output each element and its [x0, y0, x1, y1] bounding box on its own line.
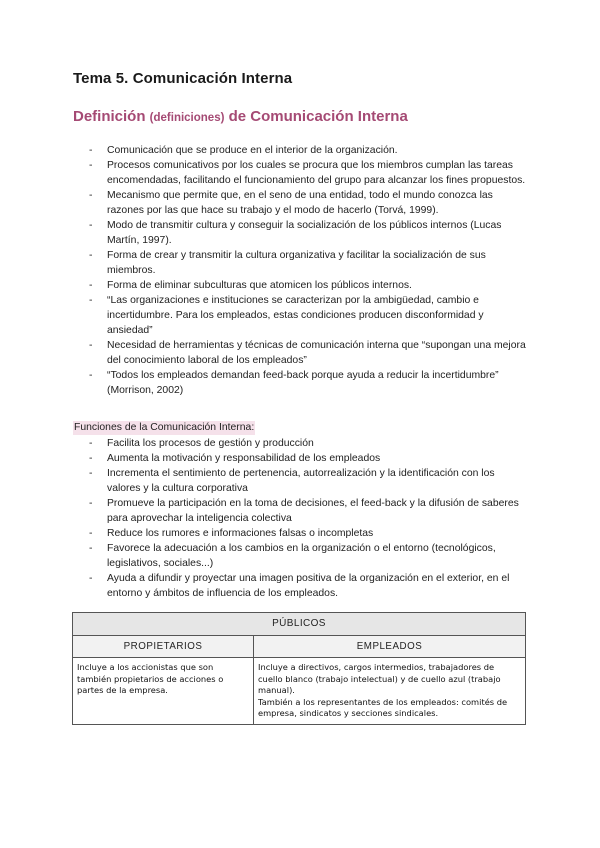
table-col-empleados: EMPLEADOS [254, 636, 526, 658]
table-cell-propietarios: Incluye a los accionistas que son también propietarios de acciones o partes de la empresa. [73, 658, 254, 725]
list-item: - Promueve la participación en la toma de decisiones, el feed-back y la difusión de saberes para aprovechar la inteligencia colectiva [89, 496, 529, 526]
publics-table [72, 612, 526, 725]
table-cell-empleados [254, 658, 526, 725]
section-heading-main: Definición [73, 108, 150, 125]
list-item: - Forma de crear y transmitir la cultura organizativa y facilitar la socialización de sus miembros. [89, 248, 529, 278]
list-item: - “Las organizaciones e instituciones se caracterizan por la ambigüedad, cambio e incertidumbre. Para los empleados, estas condiciones producen disconformidad y ansiedad” [89, 293, 529, 338]
functions-list [89, 436, 529, 601]
definitions-list [89, 143, 529, 398]
list-item: - Aumenta la motivación y responsabilidad de los empleados [89, 451, 529, 466]
list-item: - Ayuda a difundir y proyectar una imagen positiva de la organización en el exterior, en el entorno y ámbitos de influencia de los empleados. [89, 571, 529, 601]
table-col-propietarios: PROPIETARIOS [73, 636, 254, 658]
section-heading-end: de Comunicación Interna [224, 108, 408, 125]
section-heading-parenthetical: (definiciones) [149, 112, 225, 124]
list-item: - Facilita los procesos de gestión y producción [89, 436, 529, 451]
list-item: - “Todos los empleados demandan feed-back porque ayuda a reducir la incertidumbre” (Morrison, 2002) [89, 368, 529, 398]
table-header-publicos: PÚBLICOS [73, 613, 526, 636]
functions-heading: Funciones de la Comunicación Interna: [74, 422, 255, 433]
list-item: - Favorece la adecuación a los cambios en la organización o el entorno (tecnológicos, legislativos, sociales...) [89, 541, 529, 571]
list-item: - Procesos comunicativos por los cuales se procura que los miembros cumplan las tareas encomendadas, facilitando el funcionamiento del grupo para alcanzar los fines propuestos. [89, 158, 529, 188]
list-item: - Mecanismo que permite que, en el seno de una entidad, todo el mundo conozca las razones por las que hace su trabajo y el modo de hacerlo (Torvá, 1999). [89, 188, 529, 218]
section-heading [73, 108, 408, 125]
list-item: - Incrementa el sentimiento de pertenencia, autorrealización y la identificación con los valores y la cultura corporativa [89, 466, 529, 496]
list-item: - Modo de transmitir cultura y conseguir la socialización de los públicos internos (Lucas Martín, 1997). [89, 218, 529, 248]
list-item: - Reduce los rumores e informaciones falsas o incompletas [89, 526, 529, 541]
list-item: - Comunicación que se produce en el interior de la organización. [89, 143, 529, 158]
empleados-text-2: También a los representantes de los empleados: comités de empresa, sindicatos y secciones sindicales. [258, 696, 508, 718]
list-item: - Forma de eliminar subculturas que atomicen los públicos internos. [89, 278, 529, 293]
page-title: Tema 5. Comunicación Interna [73, 70, 293, 87]
list-item: - Necesidad de herramientas y técnicas de comunicación interna que “supongan una mejora del conocimiento laboral de los empleados” [89, 338, 529, 368]
empleados-text-1: Incluye a directivos, cargos intermedios, trabajadores de cuello blanco (trabajo intelectual) y de cuello azul (trabajo manual). [258, 662, 501, 695]
